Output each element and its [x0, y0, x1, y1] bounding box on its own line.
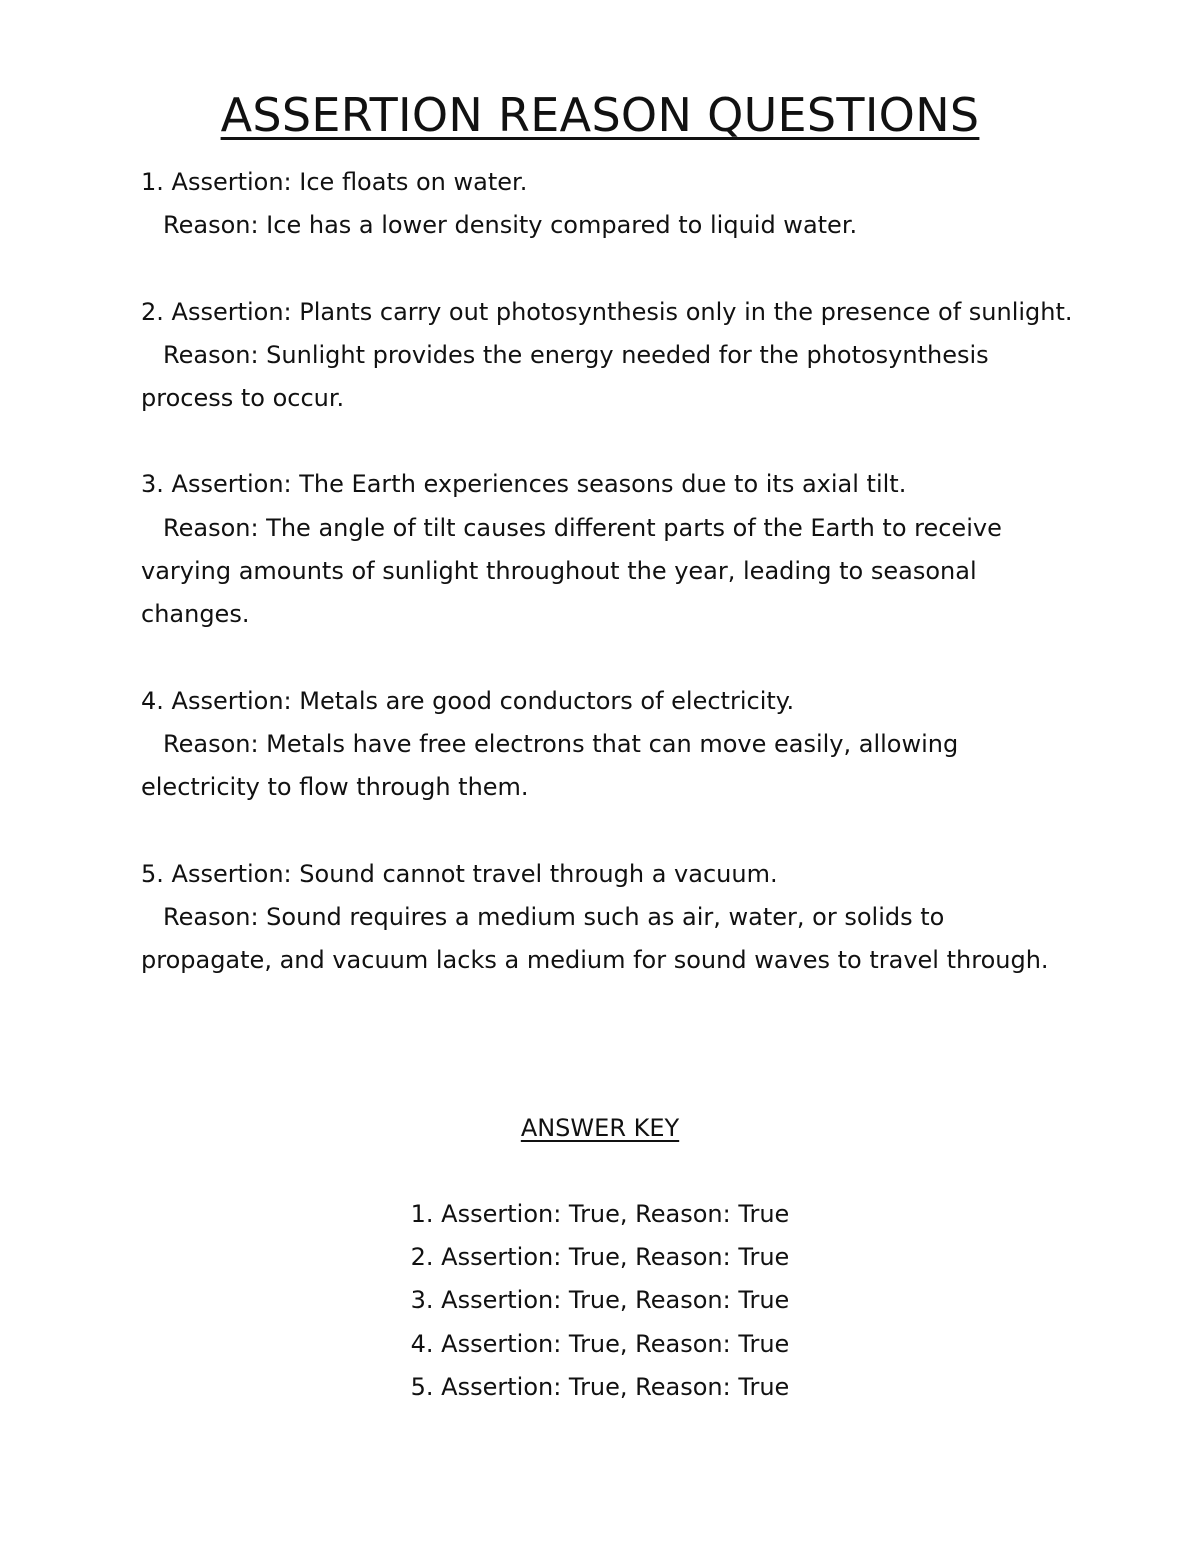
- reason-text: Reason: Metals have free electrons that can move easily, allowing electricity to flow through them.: [141, 729, 959, 802]
- answer-key-heading: ANSWER KEY: [520, 1114, 680, 1142]
- reason-text: Reason: Ice has a lower density compared to liquid water.: [163, 211, 858, 240]
- reason-text: Reason: Sound requires a medium such as air, water, or solids to propagate, and vacuum lacks a medium for sound waves to travel through.: [141, 902, 1049, 975]
- page-title: ASSERTION REASON QUESTIONS: [220, 88, 980, 142]
- answer-item-5: 5. Assertion: True, Reason: True: [410, 1372, 790, 1401]
- assertion-text: 2. Assertion: Plants carry out photosynthesis only in the presence of sunlight.: [141, 297, 1073, 326]
- reason-text: Reason: The angle of tilt causes different parts of the Earth to receive varying amounts of sunlight throughout the year, leading to seasonal changes.: [141, 513, 1002, 629]
- question-item-4: [141, 680, 1081, 810]
- answer-key-list: [0, 1193, 1200, 1409]
- question-item-2: [141, 291, 1081, 421]
- assertion-text: 3. Assertion: The Earth experiences seasons due to its axial tilt.: [141, 470, 907, 499]
- answer-item-1: 1. Assertion: True, Reason: True: [410, 1200, 790, 1228]
- answer-item-3: 3. Assertion: True, Reason: True: [410, 1286, 790, 1315]
- assertion-text: 4. Assertion: Metals are good conductors of electricity.: [141, 686, 795, 715]
- question-item-1: [141, 161, 1081, 248]
- question-item-5: [141, 853, 1081, 983]
- answer-item-2: 2. Assertion: True, Reason: True: [410, 1243, 790, 1272]
- assertion-text: 5. Assertion: Sound cannot travel through a vacuum.: [141, 859, 778, 888]
- assertion-text: 1. Assertion: Ice floats on water.: [141, 168, 528, 196]
- question-item-3: [141, 463, 1081, 636]
- answer-item-4: 4. Assertion: True, Reason: True: [410, 1329, 790, 1358]
- question-list: [141, 161, 1081, 982]
- reason-text: Reason: Sunlight provides the energy needed for the photosynthesis process to occur.: [141, 340, 989, 413]
